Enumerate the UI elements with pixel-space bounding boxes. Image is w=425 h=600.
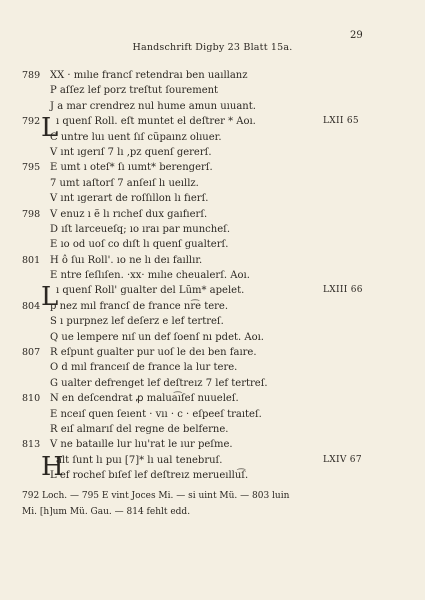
- verse-text: E ıo od uoſ co dıſt lı quenſ gualterſ.: [50, 239, 229, 251]
- footnote-line: 792 Loch. — 795 E vint Joces Mi. — si uint Mü. — 803 luin: [22, 491, 290, 501]
- verse-line: [0, 314, 425, 329]
- footnote-line: Mi. [h]um Mü. Gau. — 814 fehlt edd.: [22, 507, 191, 517]
- verse-text: alt ſunt lı puı [7]* lı ual tenebruſ.: [56, 454, 223, 466]
- drop-capital: H: [41, 451, 64, 482]
- verse-text: p nez mıl francſ de france nr͡e tere.: [50, 300, 229, 312]
- verse-line: [0, 222, 425, 237]
- verse-line: [0, 330, 425, 345]
- verse-text: D ıſt larceueſq; ıo ıraı par muncheſ.: [50, 223, 230, 235]
- verse-text: S ı purpnez lef deſerz e lef tertreſ.: [50, 316, 224, 328]
- line-number: 810: [22, 393, 41, 405]
- laisse-marginal-number: LXII 65: [323, 116, 359, 127]
- verse-line: [0, 237, 425, 252]
- verse-text: N en deſcendrat ꝓ malua͡ıſeſ nuueleſ.: [50, 393, 239, 405]
- verse-line: [0, 422, 425, 437]
- verse-text: E nceıſ quen ſeıent · vıı · c · eſpeeſ traıteſ.: [50, 408, 262, 420]
- line-number: 798: [22, 208, 41, 220]
- verse-text: R eſpunt gualter pur uoſ le deı ben faıre.: [50, 347, 257, 359]
- page-number: 29: [350, 30, 363, 41]
- verse-line: [0, 391, 425, 406]
- footnotes: [22, 488, 367, 520]
- verse-text: Q ue lempere nıſ un def ſoenſ nı pdet. Aoı.: [50, 331, 264, 343]
- verse-line: [0, 268, 425, 283]
- verse-lines: [0, 68, 425, 484]
- verse-line: [0, 207, 425, 222]
- line-number: 807: [22, 347, 41, 359]
- line-number: 792: [22, 116, 41, 128]
- verse-text: V ınt ıgerıſ 7 lı ,pz quenſ gererſ.: [50, 146, 212, 158]
- verse-text: XX · mılıe francſ retendraı ben uaıllanz: [50, 70, 248, 81]
- line-number: 801: [22, 254, 41, 266]
- laisse-marginal-number: LXIV 67: [323, 454, 362, 465]
- line-number: 813: [22, 439, 41, 451]
- verse-text: H ô ſuı Roll'. ıo ne lı deı faıllır.: [50, 254, 203, 266]
- verse-text: E ntre ſeſlıſen. ·xx· mılıe cheualerſ. Aoı.: [50, 270, 250, 282]
- verse-text: L ef rocheſ bıſeſ lef deſtreız merueıllu͡ſ.: [50, 470, 249, 482]
- drop-capital: L: [41, 282, 59, 313]
- verse-line: [0, 191, 425, 206]
- verse-text: V ınt ıgerart de roſſıllon lı fıerſ.: [50, 193, 209, 205]
- page-header: Handschrift Digby 23 Blatt 15a.: [132, 42, 293, 53]
- verse-text: ı quenſ Roll. eſt muntet el deſtrer * Aoı.: [56, 116, 256, 128]
- line-number: 789: [22, 70, 41, 81]
- verse-text: 7 umt ıaſtorſ 7 anſeıſ lı ueıllz.: [50, 177, 199, 189]
- verse-line: [0, 68, 425, 83]
- verse-line: [0, 83, 425, 98]
- verse-text: P aſſez lef porz treſtut ſourement: [50, 85, 219, 97]
- line-number: 795: [22, 162, 41, 174]
- verse-text: V ne bataılle lur lıu'rat le ıur peſme.: [50, 439, 233, 451]
- laisse-marginal-number: LXIII 66: [323, 285, 363, 296]
- verse-line: [0, 468, 425, 483]
- verse-line: [0, 99, 425, 114]
- verse-line: [0, 145, 425, 160]
- line-number: 804: [22, 300, 41, 312]
- drop-capital: L: [41, 113, 59, 144]
- verse-line: [0, 176, 425, 191]
- verse-line: [0, 437, 425, 452]
- verse-line: [0, 345, 425, 360]
- verse-line: [0, 130, 425, 145]
- verse-line: [0, 407, 425, 422]
- verse-text: E umt ı oteſ* ſı ıumt* berengerſ.: [50, 162, 213, 174]
- verse-line: [0, 160, 425, 175]
- verse-text: O d mıl franceıſ de france la lur tere.: [50, 362, 238, 374]
- verse-line: [0, 253, 425, 268]
- verse-text: G ualter defrenget lef deſtreız 7 lef tertreſ.: [50, 377, 268, 389]
- verse-line: [0, 360, 425, 375]
- verse-text: J a mar crendrez nul hume amun uıuant.: [50, 100, 256, 112]
- verse-text: ı quenſ Roll' gualter del Lũm* apelet.: [56, 285, 245, 297]
- verse-line: [0, 299, 425, 314]
- verse-line: [0, 376, 425, 391]
- verse-text: V enuz ı ẽ lı rıcheſ dux gaıfıerſ.: [50, 208, 208, 220]
- verse-text: R eıſ almarıſ del regne de belferne.: [50, 423, 229, 435]
- verse-text: C untre luı uent ſıſ cũpaınz olıuer.: [50, 131, 222, 143]
